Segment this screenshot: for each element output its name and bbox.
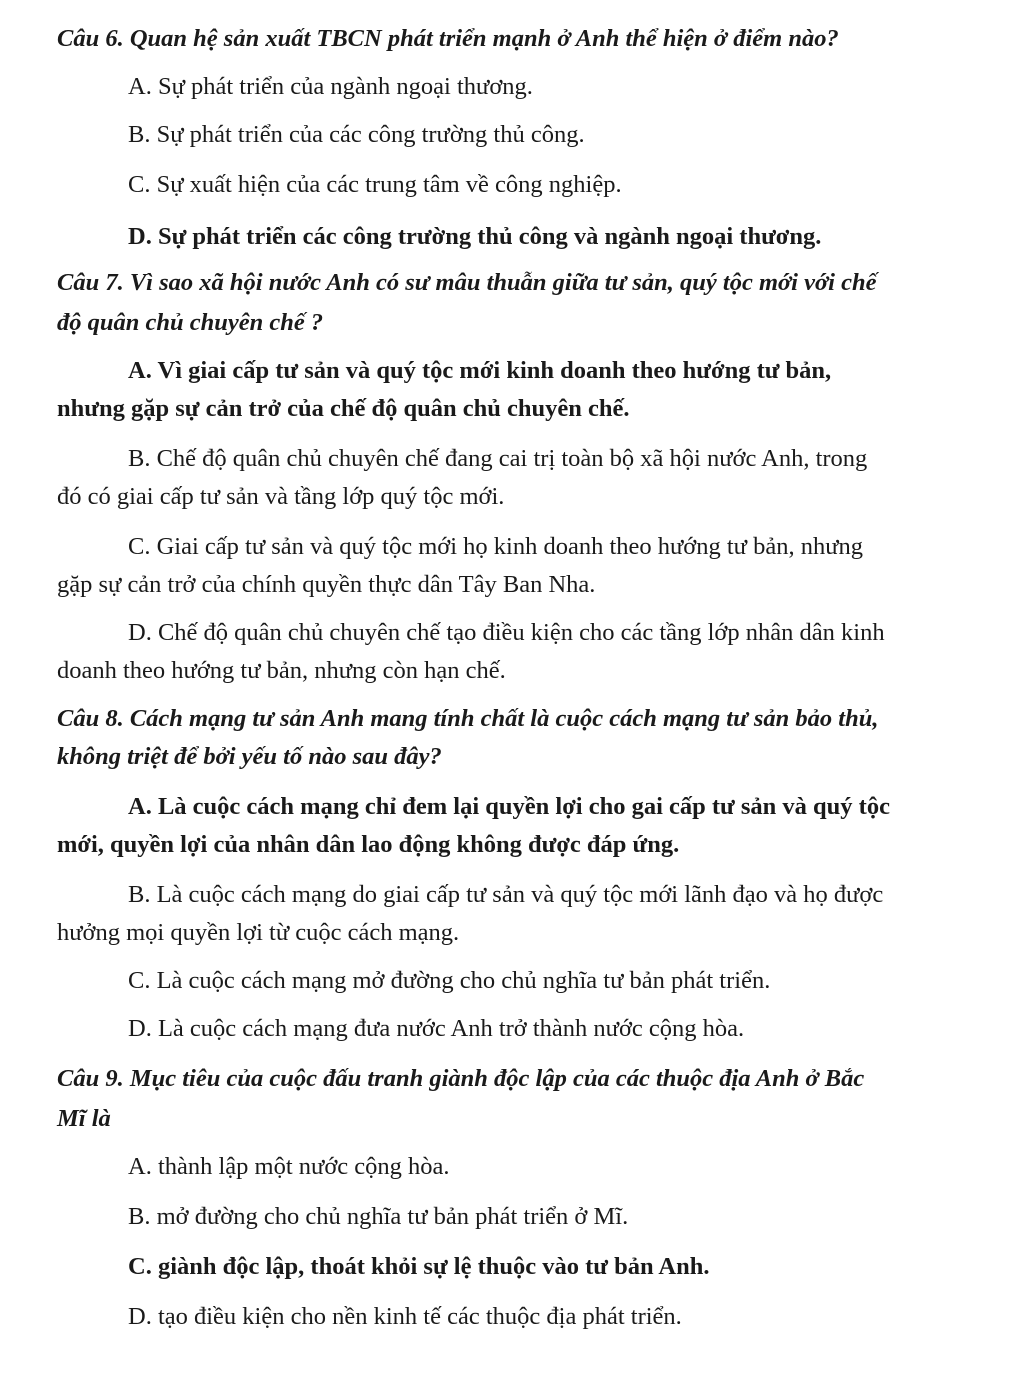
question-8-option-a-line-1: A. Là cuộc cách mạng chỉ đem lại quyền lợi cho gai cấp tư sản và quý tộc xyxy=(128,793,890,820)
question-8-option-b-line-2: hưởng mọi quyền lợi từ cuộc cách mạng. xyxy=(57,919,460,946)
question-7-title-line-2: độ quân chủ chuyên chế ? xyxy=(57,309,324,336)
question-8-option-c: C. Là cuộc cách mạng mở đường cho chủ nghĩa tư bản phát triển. xyxy=(128,967,771,994)
question-6-option-d: D. Sự phát triển các công trường thủ công và ngành ngoại thương. xyxy=(128,223,822,250)
question-8-option-a-line-2: mới, quyền lợi của nhân dân lao động không được đáp ứng. xyxy=(57,831,680,858)
question-6-option-b: B. Sự phát triển của các công trường thủ công. xyxy=(128,121,585,148)
question-9-option-c: C. giành độc lập, thoát khỏi sự lệ thuộc vào tư bản Anh. xyxy=(128,1253,710,1280)
question-8-option-b-line-1: B. Là cuộc cách mạng do giai cấp tư sản và quý tộc mới lãnh đạo và họ được xyxy=(128,881,884,908)
question-9-option-d: D. tạo điều kiện cho nền kinh tế các thuộc địa phát triển. xyxy=(128,1303,682,1330)
question-8-option-d: D. Là cuộc cách mạng đưa nước Anh trở thành nước cộng hòa. xyxy=(128,1015,745,1042)
question-7-option-b-line-1: B. Chế độ quân chủ chuyên chế đang cai trị toàn bộ xã hội nước Anh, trong xyxy=(128,445,868,472)
question-7-option-a-line-2: nhưng gặp sự cản trở của chế độ quân chủ chuyên chế. xyxy=(57,395,630,422)
question-6-option-a: A. Sự phát triển của ngành ngoại thương. xyxy=(128,73,533,100)
question-7-option-d-line-1: D. Chế độ quân chủ chuyên chế tạo điều kiện cho các tầng lớp nhân dân kinh xyxy=(128,619,885,646)
question-9-option-a: A. thành lập một nước cộng hòa. xyxy=(128,1153,450,1180)
question-7-option-c-line-1: C. Giai cấp tư sản và quý tộc mới họ kinh doanh theo hướng tư bản, nhưng xyxy=(128,533,863,560)
question-7-option-b-line-2: đó có giai cấp tư sản và tầng lớp quý tộc mới. xyxy=(57,483,505,510)
question-9-option-b: B. mở đường cho chủ nghĩa tư bản phát triển ở Mĩ. xyxy=(128,1203,629,1230)
question-7-option-c-line-2: gặp sự cản trở của chính quyền thực dân Tây Ban Nha. xyxy=(57,571,596,598)
question-9-title-line-2: Mĩ là xyxy=(57,1105,111,1132)
question-7-title-line-1: Câu 7. Vì sao xã hội nước Anh có sư mâu thuẫn giữa tư sản, quý tộc mới với chế xyxy=(57,269,877,296)
question-6-title: Câu 6. Quan hệ sản xuất TBCN phát triển mạnh ở Anh thể hiện ở điểm nào? xyxy=(57,25,839,52)
question-6-option-c: C. Sự xuất hiện của các trung tâm về công nghiệp. xyxy=(128,171,622,198)
question-8-title-line-1: Câu 8. Cách mạng tư sản Anh mang tính chất là cuộc cách mạng tư sản bảo thủ, xyxy=(57,705,879,732)
question-9-title-line-1: Câu 9. Mục tiêu của cuộc đấu tranh giành độc lập của các thuộc địa Anh ở Bắc xyxy=(57,1065,865,1092)
question-7-option-d-line-2: doanh theo hướng tư bản, nhưng còn hạn chế. xyxy=(57,657,506,684)
question-8-title-line-2: không triệt để bởi yếu tố nào sau đây? xyxy=(57,743,442,770)
question-7-option-a-line-1: A. Vì giai cấp tư sản và quý tộc mới kinh doanh theo hướng tư bản, xyxy=(128,357,832,384)
